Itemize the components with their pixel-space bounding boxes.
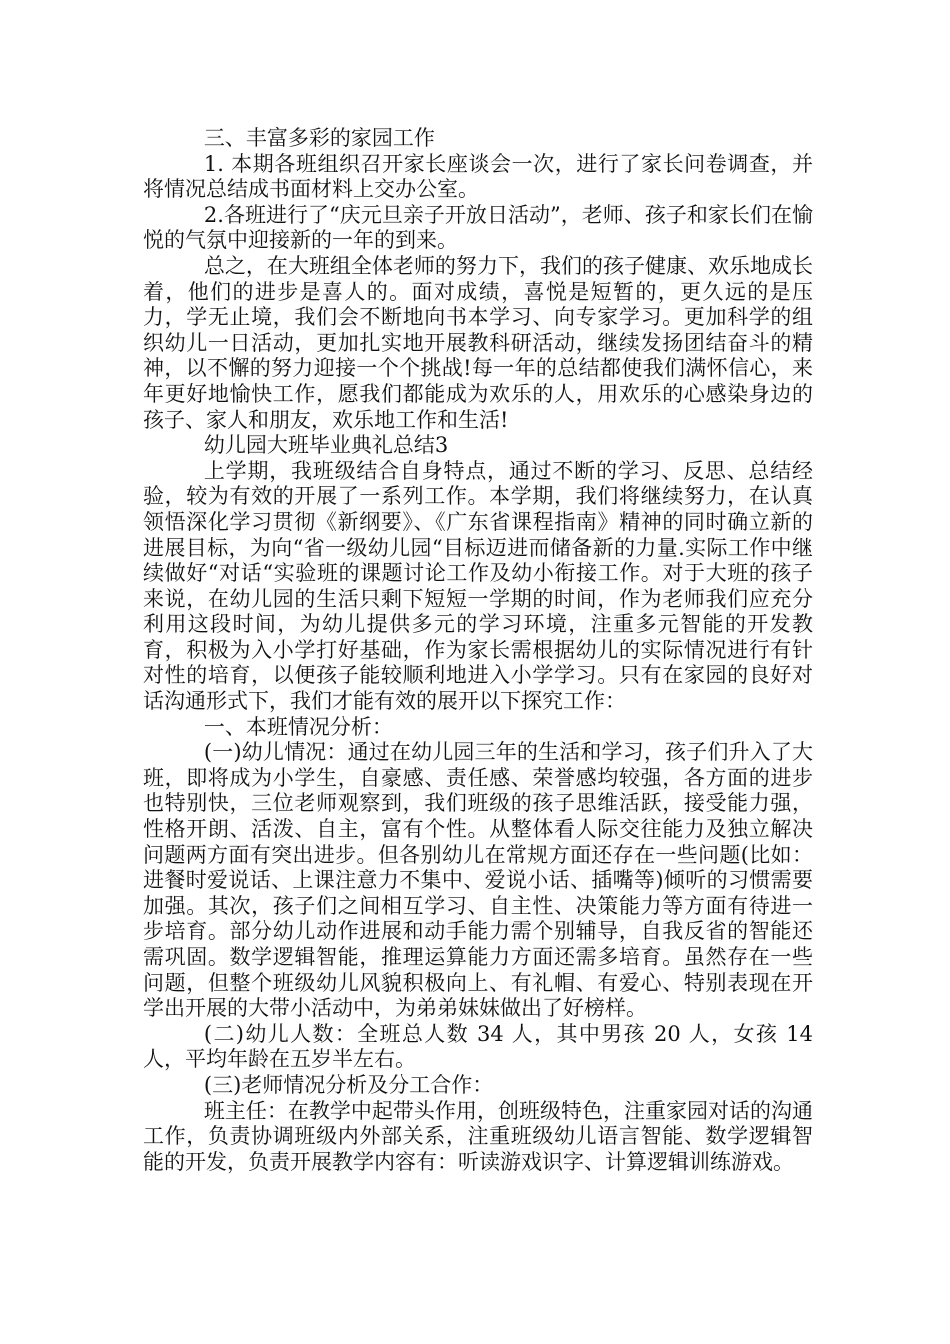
paragraph-parent-meeting: 1. 本期各班组织召开家长座谈会一次，进行了家长问卷调查，并将情况总结成书面材料上交办公室。 [143, 151, 813, 202]
subheading-teacher-analysis: (三)老师情况分析及分工合作： [203, 1072, 494, 1097]
section-heading-home-school: 三、丰富多彩的家园工作 [203, 126, 435, 150]
paragraph-head-teacher: 班主任：在教学中起带头作用，创班级特色，注重家园对话的沟通工作，负责协调班级内外部关系，注重班级幼儿语言智能、数学逻辑智能的开发，负责开展教学内容有：听读游戏识字、计算逻辑训练游戏。 [143, 1098, 813, 1174]
paragraph-introduction: 上学期，我班级结合自身特点，通过不断的学习、反思、总结经验，较为有效的开展了一系列工作。本学期，我们将继续努力，在认真领悟深化学习贯彻《新纲要》、《广东省课程指南》精神的同时确立新的进展目标，为向“省一级幼儿园“目标迈进而储备新的力量.实际工作中继续做好“对话“实验班的课题讨论工作及幼小衔接工作。对于大班的孩子来说，在幼儿园的生活只剩下短短一学期的时间，作为老师我们应充分利用这段时间，为幼儿提供多元的学习环境，注重多元智能的开发教育，积极为入小学打好基础，作为家长需根据幼儿的实际情况进行有针对性的培育，以便孩子能较顺利地进入小学学习。只有在家园的良好对话沟通形式下，我们才能有效的展开以下探究工作： [143, 458, 813, 714]
paragraph-children-situation: (一)幼儿情况：通过在幼儿园三年的生活和学习，孩子们升入了大班，即将成为小学生，自豪感、责任感、荣誉感均较强，各方面的进步也特别快，三位老师观察到，我们班级的孩子思维活跃，接受能力强，性格开朗、活泼、自主，富有个性。从整体看人际交往能力及独立解决问题两方面有突出进步。但各别幼儿在常规方面还存在一些问题(比如：进餐时爱说话、上课注意力不集中、爱说小话、插嘴等)倾听的习惯需要加强。其次，孩子们之间相互学习、自主性、决策能力等方面有待进一步培育。部分幼儿动作进展和动手能力需个别辅导，自我反省的智能还需巩固。数学逻辑智能，推理运算能力方面还需多培育。虽然存在一些问题，但整个班级幼儿风貌积极向上、有礼帽、有爱心、特别表现在开学出开展的大带小活动中，为弟弟妹妹做出了好榜样。 [143, 740, 813, 1021]
document-title-summary-3: 幼儿园大班毕业典礼总结3 [203, 433, 449, 458]
paragraph-children-count: (二)幼儿人数：全班总人数 34 人，其中男孩 20 人，女孩 14 人，平均年龄在五岁半左右。 [143, 1021, 813, 1072]
section-heading-class-analysis: 一、本班情况分析： [203, 714, 393, 739]
document-body [143, 126, 813, 1175]
paragraph-conclusion: 总之，在大班组全体老师的努力下，我们的孩子健康、欢乐地成长着，他们的进步是喜人的。面对成绩，喜悦是短暂的，更久远的是压力，学无止境，我们会不断地向书本学习、向专家学习。更加科学的组织幼儿一日活动，更加扎实地开展教科研活动，继续发扬团结奋斗的精神，以不懈的努力迎接一个个挑战!每一年的总结都使我们满怀信心，来年更好地愉快工作，愿我们都能成为欢乐的人，用欢乐的心感染身边的孩子、家人和朋友，欢乐地工作和生活! [143, 253, 813, 432]
paragraph-new-year-open-day: 2.各班进行了“庆元旦亲子开放日活动”，老师、孩子和家长们在愉悦的气氛中迎接新的一年的到来。 [143, 202, 813, 253]
